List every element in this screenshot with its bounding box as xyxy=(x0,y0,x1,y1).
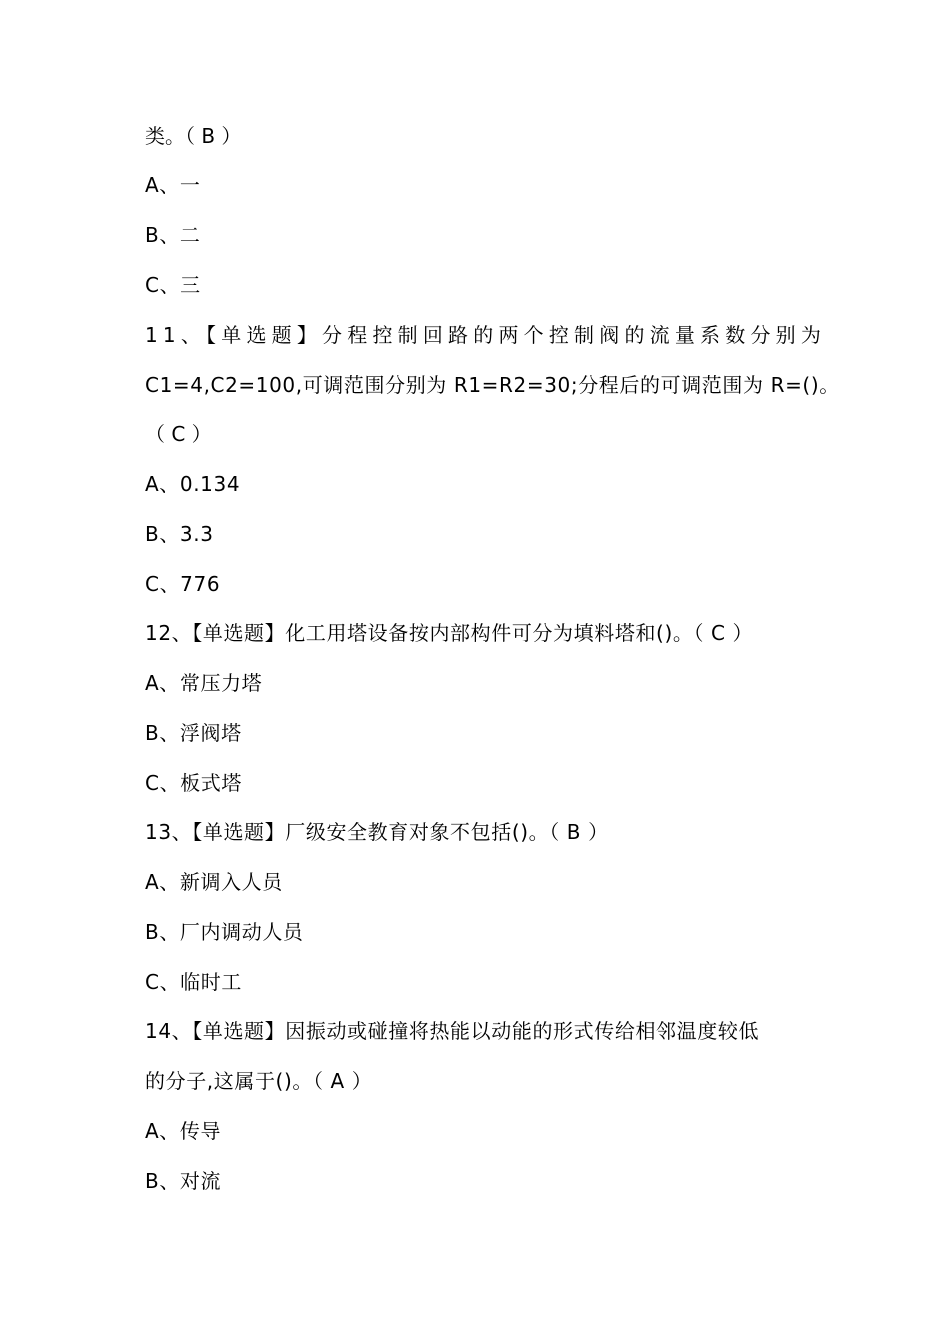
question-11-text-continued: C1=4,C2=100,可调范围分别为 R1=R2=30;分程后的可调范围为 R=()。 xyxy=(145,373,840,397)
question-12-option-a: A、常压力塔 xyxy=(145,671,263,695)
question-13-option-b: B、厂内调动人员 xyxy=(145,920,304,944)
question-11-option-c: C、776 xyxy=(145,572,221,596)
question-13-text: 13、【单选题】厂级安全教育对象不包括()。（ B ） xyxy=(145,820,609,844)
question-10-option-b: B、二 xyxy=(145,223,201,247)
question-11-option-a: A、0.134 xyxy=(145,472,241,496)
question-12-option-c: C、板式塔 xyxy=(145,771,242,795)
question-11-option-b: B、3.3 xyxy=(145,522,214,546)
question-11-text: 11、【单选题】分程控制回路的两个控制阀的流量系数分别为 xyxy=(145,323,827,347)
question-13-option-c: C、临时工 xyxy=(145,970,242,994)
question-10-option-c: C、三 xyxy=(145,273,201,297)
question-14-option-b: B、对流 xyxy=(145,1169,222,1193)
question-12-option-b: B、浮阀塔 xyxy=(145,721,242,745)
question-14-text-continued: 的分子,这属于()。（ A ） xyxy=(145,1069,373,1093)
question-10-continuation: 类。（ B ） xyxy=(145,124,242,148)
question-12-text: 12、【单选题】化工用塔设备按内部构件可分为填料塔和()。（ C ） xyxy=(145,621,754,645)
question-13-option-a: A、新调入人员 xyxy=(145,870,283,894)
question-14-text: 14、【单选题】因振动或碰撞将热能以动能的形式传给相邻温度较低 xyxy=(145,1019,760,1043)
question-14-option-a: A、传导 xyxy=(145,1119,222,1143)
question-10-option-a: A、一 xyxy=(145,173,201,197)
question-11-answer: （ C ） xyxy=(145,422,212,446)
